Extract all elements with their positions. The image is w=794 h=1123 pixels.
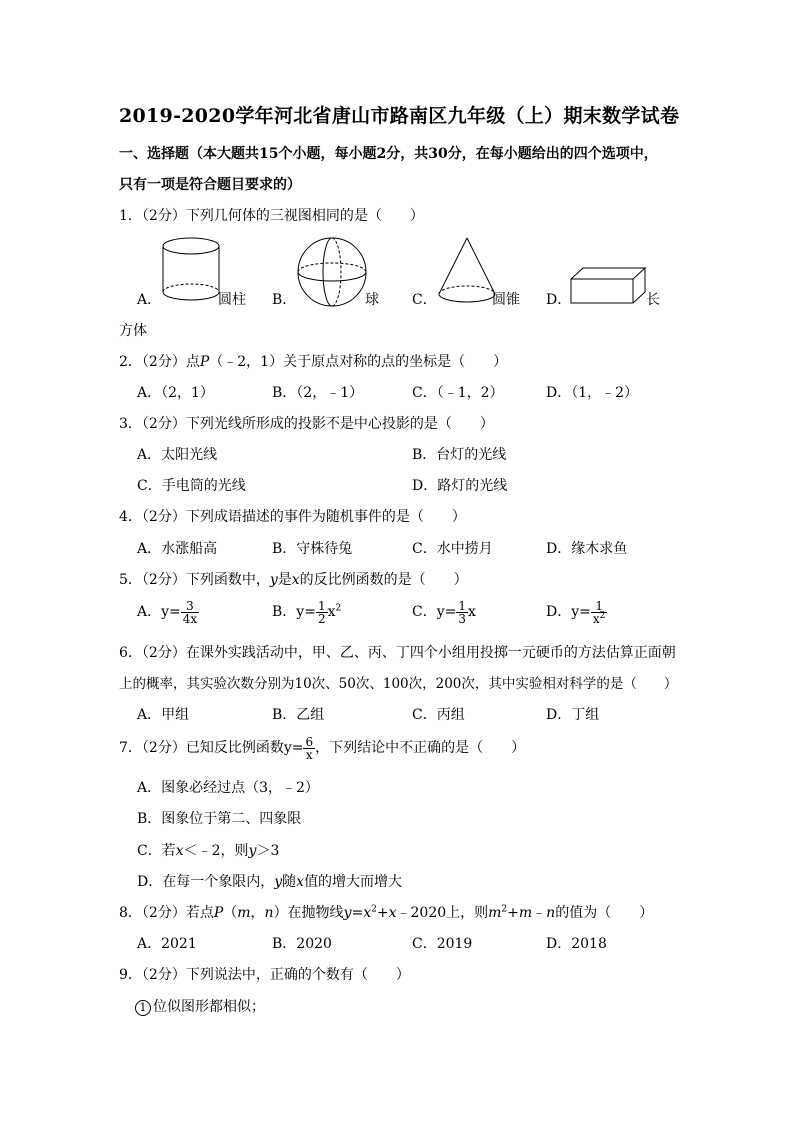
- q7-stem: 7．（2分）已知反比例函数y= $\frac{6}{x}$ ，下列结论中不正确的是（ ）: [119, 734, 526, 762]
- q3-option-d: D．路灯的光线: [412, 478, 508, 494]
- q5-stem: 5．（2分）下列函数中，y是x的反比例函数的是（ ）: [119, 572, 468, 588]
- q5-option-b: B．y= $\frac{1}{2}$ $x^2$: [272, 598, 342, 626]
- cylinder-figure: [160, 236, 222, 304]
- q1-option-c-label: C．: [412, 292, 437, 308]
- q8-option-b: B．2020: [272, 936, 332, 952]
- q9-stem: 9．（2分）下列说法中，正确的个数有（ ）: [119, 967, 410, 983]
- q2-option-d: D．（1，﹣2）: [546, 385, 639, 401]
- q4-option-d: D．缘木求鱼: [546, 541, 628, 557]
- q1-option-b-label: B．: [272, 292, 297, 308]
- q6-option-d: D．丁组: [546, 707, 600, 723]
- q6-stem-line1: 6．（2分）在课外实践活动中，甲、乙、丙、丁四个小组用投掷一元硬币的方法估算正面朝: [119, 645, 676, 661]
- q2-option-b: B．（2，﹣1）: [272, 385, 364, 401]
- q1-option-a-label: A．: [137, 292, 162, 308]
- q7-option-d: D．在每一个象限内，y随x值的增大而增大: [137, 874, 403, 890]
- q4-option-c: C．水中捞月: [412, 541, 493, 557]
- q8-option-a: A．2021: [137, 936, 197, 952]
- page-title: 2019-2020学年河北省唐山市路南区九年级（上）期末数学试卷: [119, 105, 680, 127]
- q1-stem: 1．（2分）下列几何体的三视图相同的是（ ）: [119, 208, 424, 224]
- q7-option-a: A．图象必经过点（3，﹣2）: [137, 780, 319, 796]
- q9-item-1: 1 位似图形都相似；: [135, 998, 265, 1016]
- q5-option-c: C．y= $\frac{1}{3}$ x: [412, 598, 476, 626]
- q6-option-b: B．乙组: [272, 707, 325, 723]
- q8-option-c: C．2019: [412, 936, 473, 952]
- q1-option-c-text: 圆锥: [492, 292, 520, 308]
- section-heading-line1: 一、选择题（本大题共15个小题，每小题2分，共30分，在每小题给出的四个选项中，: [119, 146, 658, 162]
- q3-option-c: C．手电筒的光线: [137, 478, 246, 494]
- cuboid-figure: [569, 265, 649, 307]
- q6-stem-line2: 上的概率，其实验次数分别为10次、50次、100次，200次，其中实验相对科学的是（ ）: [119, 676, 678, 692]
- q5-option-a: A．y= $\frac{3}{4x}$: [137, 598, 198, 626]
- section-heading-line2: 只有一项是符合题目要求的）: [119, 177, 301, 193]
- sphere-figure: [296, 236, 368, 308]
- q8-option-d: D．2018: [546, 936, 607, 952]
- q2-stem: 2．（2分）点P（﹣2，1）关于原点对称的点的坐标是（ ）: [119, 354, 508, 370]
- q7-option-b: B．图象位于第二、四象限: [137, 811, 302, 827]
- q6-option-c: C．丙组: [412, 707, 465, 723]
- q3-option-a: A．太阳光线: [137, 447, 218, 463]
- q1-option-d-text: 长: [646, 292, 660, 308]
- cone-figure: [436, 236, 498, 306]
- q8-stem: 8．（2分）若点P（m，n）在抛物线$y=x^2+x﹣2020$上，则$m^2+m﹣n$的值为（ ）: [119, 904, 654, 921]
- q2-option-c: C．（﹣1，2）: [412, 385, 504, 401]
- circled-number-marker: 1: [135, 1000, 151, 1016]
- q4-option-a: A．水涨船高: [137, 541, 218, 557]
- q1-option-a-text: 圆柱: [218, 292, 246, 308]
- q4-stem: 4．（2分）下列成语描述的事件为随机事件的是（ ）: [119, 509, 466, 525]
- q6-option-a: A．甲组: [137, 707, 190, 723]
- q1-option-d-wrap: 方体: [119, 323, 147, 339]
- q3-stem: 3．（2分）下列光线所形成的投影不是中心投影的是（ ）: [119, 416, 494, 432]
- q1-option-d-label: D．: [546, 292, 572, 308]
- q4-option-b: B．守株待兔: [272, 541, 353, 557]
- q3-option-b: B．台灯的光线: [412, 447, 507, 463]
- q5-option-d: D．y= $\frac{1}{x^2}$: [546, 598, 606, 626]
- q7-option-c: C．若x＜﹣2，则y＞3: [137, 843, 280, 859]
- q1-option-b-text: 球: [365, 292, 379, 308]
- q2-option-a: A．（2，1）: [137, 385, 214, 401]
